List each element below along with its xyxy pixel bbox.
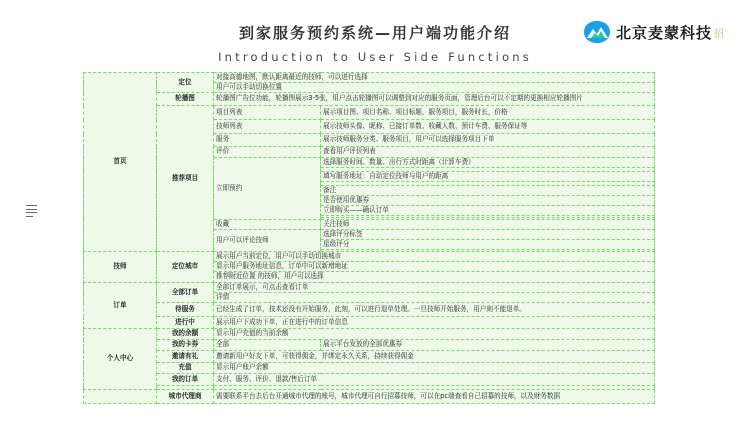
- item-balance: 我的余额: [157, 329, 214, 340]
- cell-desc: 星级评分: [321, 240, 655, 250]
- item-my-orders: 我的订单: [157, 374, 214, 386]
- item-recharge: 充值: [157, 363, 214, 374]
- table-row: [84, 329, 655, 340]
- item-carousel: 轮播图: [157, 93, 214, 106]
- cell-desc: 展示项目图、项目名称、项目标题，服务项目，服务时长，价格: [321, 106, 655, 120]
- cell-desc: 轮播图广告位功能，轮播图展示3-5张，用户点击轮播图可以调整到对应的服务页面，管理后台可以不定期的更换相应轮播图片: [214, 93, 655, 106]
- table-row: [84, 303, 655, 317]
- cell-desc: 显示用户账户余额: [214, 363, 655, 374]
- cell-desc: 对接高德地图，默认距离最近的技师，可以进行选择: [214, 73, 655, 83]
- cell-desc: 展示用户下成功下单，正在进行中的订单信息: [214, 317, 655, 329]
- table-row: [84, 351, 655, 363]
- section-technician: 技师: [84, 252, 157, 283]
- cell-desc: 展示技师服务分类、服务项目，用户可以选择服务项目下单: [321, 134, 655, 147]
- cell-desc: 展示技师头像、昵称、已接订单数、收藏人数、预计车费、服务保证等: [321, 120, 655, 134]
- menu-icon[interactable]: [26, 205, 37, 219]
- cell-desc: 推荐附近位置 的技师，用户可以选择: [214, 272, 655, 283]
- cell-desc: 已经生成了订单，技术还没有开始服务，此刻，可以进行退单处理。一旦技师开始服务，用户则不能退单。: [214, 303, 655, 317]
- cell-sub: 评价: [214, 147, 321, 158]
- cell-sub: 立即预约: [214, 158, 321, 220]
- item-city-agent: 城市代理商: [157, 390, 214, 404]
- item-city: 定位城市: [157, 252, 214, 283]
- cell-desc: 选择评分标签: [321, 230, 655, 240]
- spacer-cell: [84, 390, 157, 404]
- table-row: [84, 374, 655, 386]
- mountain-logo-icon: [582, 19, 612, 45]
- feature-table: [83, 72, 655, 404]
- table-row: [84, 283, 655, 293]
- item-invite: 邀请有礼: [157, 351, 214, 363]
- cell-desc: 立即购买——确认订单: [321, 206, 655, 216]
- item-locate: 定位: [157, 73, 214, 93]
- cell-desc: 备注: [321, 186, 655, 196]
- table-row: [84, 390, 655, 404]
- item-pending: 待服务: [157, 303, 214, 317]
- table-row: [84, 252, 655, 262]
- item-coupons: 我的卡券: [157, 340, 214, 351]
- section-personal: 个人中心: [84, 329, 157, 390]
- table-row: [84, 340, 655, 351]
- company-logo: [582, 18, 724, 46]
- cell-desc: 是否使用优惠券: [321, 196, 655, 206]
- item-ongoing: 进行中: [157, 317, 214, 329]
- cell-desc: 展示用户当前定位，用户可以手动切换城市: [214, 252, 655, 262]
- cell-sub: 项目列表: [214, 106, 321, 120]
- cell-sub: 服务: [214, 134, 321, 147]
- logo-tail-text: 招: [714, 28, 725, 40]
- cell-desc: 选择服务时间、数量、出行方式时距离（计算车费）: [321, 158, 655, 168]
- table-row: [84, 106, 655, 120]
- cell-desc: 邀请新用户好友下单，可获得佣金，并绑定永久关系，持续获得佣金: [214, 351, 655, 363]
- cell-desc: 支付、服务、评价、退款/售后订单: [214, 374, 655, 386]
- item-all-orders: 全部订单: [157, 283, 214, 303]
- section-orders: 订单: [84, 283, 157, 329]
- section-home: 首页: [84, 73, 157, 252]
- logo-text: 北京麦蒙科技: [616, 23, 713, 42]
- cell-desc: 详情: [214, 293, 655, 303]
- table-row: [84, 317, 655, 329]
- table-row: [84, 73, 655, 83]
- cell-desc: 显示用户服务地址信息，订单中可以新增地址: [214, 262, 655, 272]
- cell-desc: 全部订单展示，可点击查看订单: [214, 283, 655, 293]
- cell-desc: 用户可以手动切换位置: [214, 83, 655, 93]
- table-row: [84, 363, 655, 374]
- cell-sub: 用户可以评论技师: [214, 230, 321, 252]
- cell-desc: 需要联系平台去后台开通城市代理的账号，城市代理可自行招募技师，可以在pc端查看自己招募的技师，以及财务数据: [214, 390, 655, 404]
- page-subtitle: Introduction to User Side Functions: [218, 50, 532, 64]
- cell-desc: 关注技师: [321, 220, 655, 230]
- cell-desc: 查看用户评价列表: [321, 147, 655, 158]
- cell-sub: 收藏: [214, 220, 321, 230]
- table-row: [84, 93, 655, 106]
- cell-desc: 填写服务地址：自动定位技师与用户的距离: [321, 172, 655, 182]
- cell-sub: 全部: [214, 340, 321, 351]
- page-title: 到家服务预约系统—用户端功能介绍: [238, 24, 511, 42]
- cell-desc: 展示平台发放的全部优惠券: [321, 340, 655, 351]
- cell-sub: 技师列表: [214, 120, 321, 134]
- item-recommend: 推荐项目: [157, 106, 214, 252]
- cell-desc: 显示用户充值的当前余额: [214, 329, 655, 340]
